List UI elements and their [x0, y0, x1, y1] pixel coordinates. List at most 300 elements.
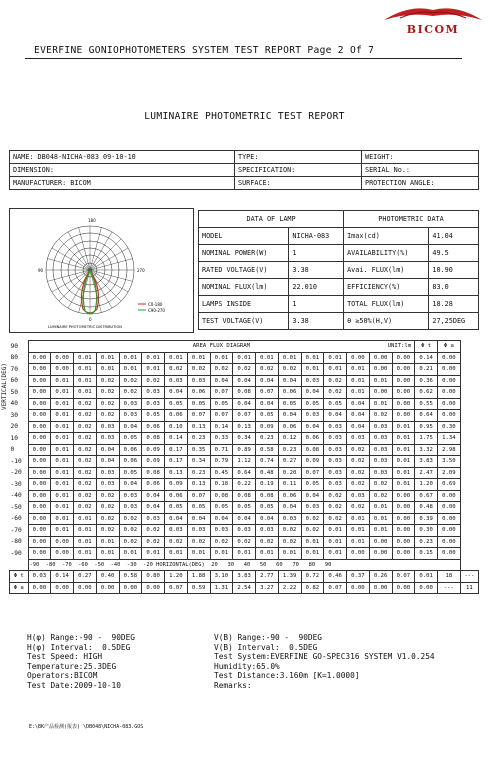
- flux-cell: 0.01: [51, 467, 74, 479]
- flux-cell: 0.03: [369, 433, 392, 445]
- flux-cell: 0.06: [142, 421, 165, 433]
- flux-cell: 0.00: [369, 548, 392, 560]
- test-params-right: V(B) Range:-90 - 90DEG V(B) Interval: 0.5DEG Test System:EVERFINE GO-SPEC316 SYSTEM V1.0.254 Humidity:65.0% Test Distance:3.160m [K=1.0000] Remarks:: [214, 633, 435, 690]
- row-label: -40: [10, 492, 22, 500]
- flux-row: [10, 364, 479, 376]
- row-label: -10: [10, 457, 22, 465]
- flux-cell: 0.01: [256, 548, 279, 560]
- flux-cell: 0.01: [369, 513, 392, 525]
- flux-cell: 0.01: [347, 364, 370, 376]
- flux-cell: 0.08: [142, 467, 165, 479]
- flux-cell: 0.02: [187, 536, 210, 548]
- flux-cell: 0.03: [142, 398, 165, 410]
- flux-cell: 0.00: [392, 387, 415, 399]
- flux-cell: 0.04: [233, 398, 256, 410]
- flux-cell: 0.27: [278, 456, 301, 468]
- flux-cell: 0.34: [187, 456, 210, 468]
- lamp-param-label: NOMINAL POWER(W): [199, 245, 289, 262]
- flux-cell: 0.01: [369, 502, 392, 514]
- flux-cell: 0.05: [165, 502, 188, 514]
- flux-cell: 0.08: [142, 433, 165, 445]
- info-serial: SERIAL No.:: [362, 164, 479, 177]
- info-name: NAME: DB048-NICHA-083 09-10-10: [10, 151, 235, 164]
- flux-cell: 0.62: [415, 387, 438, 399]
- flux-cell: 0.02: [74, 410, 97, 422]
- flux-cell: 0.01: [74, 352, 97, 364]
- lamp-param-value: NICHA-083: [289, 228, 344, 245]
- photometric-value: 49.5: [429, 245, 479, 262]
- lamp-data-row: [199, 228, 479, 245]
- flux-cell: 0.01: [233, 352, 256, 364]
- flux-sum-cell: 0.00: [369, 582, 392, 594]
- flux-cell: 0.00: [392, 548, 415, 560]
- flux-cell: 0.03: [96, 433, 119, 445]
- flux-sum-cell: 0.37: [347, 571, 370, 583]
- photometric-label: TOTAL FLUX(lm): [344, 296, 429, 313]
- lamp-param-value: 22.010: [289, 279, 344, 296]
- flux-cell: 0.02: [278, 525, 301, 537]
- flux-cell: 0.00: [347, 548, 370, 560]
- flux-sum-cell: 0.00: [28, 582, 51, 594]
- flux-sum-row: [10, 571, 479, 583]
- polar-plot-svg: [10, 209, 193, 332]
- flux-cell: 0.03: [301, 375, 324, 387]
- flux-cell: 0.39: [415, 513, 438, 525]
- flux-cell: 0.00: [51, 364, 74, 376]
- flux-sum-cell: 3.27: [256, 582, 279, 594]
- flux-cell: 0.01: [142, 352, 165, 364]
- flux-cell: 0.35: [187, 444, 210, 456]
- flux-cell: 0.01: [51, 513, 74, 525]
- flux-cell: 0.01: [278, 548, 301, 560]
- flux-cell: 0.01: [51, 433, 74, 445]
- flux-cell: 0.01: [369, 398, 392, 410]
- flux-cell: 0.64: [415, 410, 438, 422]
- flux-cell: 0.02: [96, 387, 119, 399]
- flux-cell: 0.23: [187, 433, 210, 445]
- flux-cell: 0.08: [301, 444, 324, 456]
- flux-cell: 0.06: [301, 433, 324, 445]
- flux-cell: 0.00: [438, 548, 461, 560]
- flux-cell: 0.00: [51, 548, 74, 560]
- flux-cell: 0.03: [369, 456, 392, 468]
- flux-cell: 0.00: [438, 410, 461, 422]
- flux-cell: 0.14: [210, 421, 233, 433]
- flux-sum-cell: 11: [460, 582, 478, 594]
- polar-grid-spoke: [52, 248, 90, 270]
- flux-cell: 0.01: [96, 364, 119, 376]
- flux-cell: 0.02: [347, 444, 370, 456]
- flux-cell: 0.02: [187, 364, 210, 376]
- flux-cell: 0.01: [301, 548, 324, 560]
- flux-cell: 0.06: [278, 490, 301, 502]
- flux-cell: 0.08: [256, 490, 279, 502]
- flux-cell: 3.32: [415, 444, 438, 456]
- flux-cell: 0.03: [165, 375, 188, 387]
- flux-cell: 0.08: [233, 490, 256, 502]
- flux-cell: 0.01: [347, 536, 370, 548]
- flux-sum-cell: 0.00: [74, 582, 97, 594]
- flux-cell: 0.07: [233, 410, 256, 422]
- lamp-param-label: RATED VOLTAGE(V): [199, 262, 289, 279]
- polar-diagram: [9, 208, 194, 333]
- flux-cell: 0.11: [278, 479, 301, 491]
- flux-cell: 0.05: [278, 398, 301, 410]
- page-title: LUMINAIRE PHOTOMETRIC TEST REPORT: [144, 111, 345, 122]
- lamp-param-value: 3.38: [289, 262, 344, 279]
- flux-cell: 0.03: [256, 525, 279, 537]
- flux-cell: 0.30: [438, 421, 461, 433]
- flux-cell: 0.01: [392, 444, 415, 456]
- flux-cell: 0.09: [142, 456, 165, 468]
- photometric-value: 18.28: [429, 296, 479, 313]
- test-params-left: H(φ) Range:-90 - 90DEG H(φ) Interval: 0.5DEG Test Speed: HIGH Temperature:25.3DEG Operators:BICOM Test Date:2009-10-10: [27, 633, 135, 690]
- file-path-footer: E:\BK产品检测(报表) \DB048\NICHA-083.GOS: [29, 724, 144, 730]
- flux-cell: 0.03: [96, 421, 119, 433]
- flux-cell: 0.04: [96, 456, 119, 468]
- flux-cell: 0.23: [278, 444, 301, 456]
- flux-sum-cell: 0.58: [119, 571, 142, 583]
- flux-row: [10, 421, 479, 433]
- flux-cell: 0.06: [278, 387, 301, 399]
- flux-title-cell: [28, 341, 415, 353]
- flux-cell: 0.01: [324, 352, 347, 364]
- flux-cell: 0.02: [96, 525, 119, 537]
- lamp-data-table: [198, 210, 479, 330]
- flux-cell: 0.01: [369, 375, 392, 387]
- flux-cell: 0.01: [51, 502, 74, 514]
- flux-cell: 0.02: [369, 479, 392, 491]
- flux-sum-cell: 18: [438, 571, 461, 583]
- flux-cell: 0.07: [187, 490, 210, 502]
- flux-cell: 0.02: [74, 444, 97, 456]
- flux-cell: 0.02: [142, 525, 165, 537]
- flux-sum-cell: 0.00: [415, 582, 438, 594]
- flux-cell: 0.48: [415, 502, 438, 514]
- flux-cell: 0.02: [74, 467, 97, 479]
- flux-cell: 0.01: [210, 352, 233, 364]
- flux-cell: 0.02: [96, 398, 119, 410]
- photometric-label: AVAILABILITY(%): [344, 245, 429, 262]
- flux-cell: 0.04: [301, 421, 324, 433]
- flux-cell: 0.03: [347, 490, 370, 502]
- info-dimension: DIMENSION:: [10, 164, 235, 177]
- flux-cell: 0.02: [119, 513, 142, 525]
- flux-cell: 0.03: [369, 444, 392, 456]
- flux-cell: 0.00: [392, 525, 415, 537]
- polar-grid-spoke: [90, 227, 101, 270]
- flux-cell: 0.00: [438, 375, 461, 387]
- flux-cell: 0.03: [369, 421, 392, 433]
- flux-row: [10, 536, 479, 548]
- flux-cell: 0.12: [278, 433, 301, 445]
- flux-sum-cell: 0.00: [96, 582, 119, 594]
- flux-cell: 0.02: [96, 490, 119, 502]
- flux-cell: 0.05: [119, 467, 142, 479]
- flux-cell: 0.79: [210, 456, 233, 468]
- flux-cell: 0.00: [392, 352, 415, 364]
- flux-cell: 0.89: [233, 444, 256, 456]
- flux-cell: 0.01: [301, 352, 324, 364]
- flux-cell: 0.64: [233, 467, 256, 479]
- flux-cell: 0.00: [28, 433, 51, 445]
- flux-cell: 0.04: [347, 398, 370, 410]
- flux-cell: 0.02: [74, 421, 97, 433]
- flux-sum-cell: 1.20: [165, 571, 188, 583]
- flux-cell: 0.05: [142, 410, 165, 422]
- flux-cell: 0.02: [233, 536, 256, 548]
- flux-cell: 0.05: [301, 398, 324, 410]
- flux-cell: 0.15: [415, 548, 438, 560]
- flux-cell: 0.05: [187, 398, 210, 410]
- flux-cell: 0.00: [28, 375, 51, 387]
- flux-cell: 0.00: [438, 364, 461, 376]
- lamp-param-value: 1: [289, 296, 344, 313]
- flux-cell: 0.14: [415, 352, 438, 364]
- flux-cell: 0.03: [165, 525, 188, 537]
- flux-cell: 0.04: [210, 513, 233, 525]
- flux-cell: 0.20: [278, 467, 301, 479]
- sum-row-label: Φ a: [10, 582, 29, 594]
- flux-sum-cell: 0.26: [369, 571, 392, 583]
- flux-sum-cell: 0.82: [301, 582, 324, 594]
- flux-row: [10, 398, 479, 410]
- flux-cell: 0.05: [301, 479, 324, 491]
- flux-cell: 0.02: [278, 536, 301, 548]
- flux-cell: 0.00: [392, 398, 415, 410]
- flux-cell: 0.04: [301, 490, 324, 502]
- row-label: 60: [10, 377, 18, 385]
- flux-sum-cell: 0.07: [165, 582, 188, 594]
- flux-cell: 0.00: [392, 536, 415, 548]
- flux-cell: 0.01: [74, 387, 97, 399]
- flux-cell: 0.02: [278, 364, 301, 376]
- flux-cell: 0.02: [301, 513, 324, 525]
- flux-cell: 0.04: [256, 513, 279, 525]
- flux-sum-cell: 0.07: [324, 582, 347, 594]
- flux-cell: 0.95: [415, 421, 438, 433]
- flux-cell: 0.01: [165, 548, 188, 560]
- flux-row: [10, 467, 479, 479]
- flux-cell: 0.02: [96, 502, 119, 514]
- flux-cell: 0.04: [233, 375, 256, 387]
- flux-cell: 0.05: [256, 502, 279, 514]
- flux-cell: 0.01: [278, 352, 301, 364]
- flux-cell: 0.23: [415, 536, 438, 548]
- flux-cell: 0.05: [210, 398, 233, 410]
- flux-cell: 0.02: [324, 387, 347, 399]
- row-label: 10: [10, 434, 18, 442]
- flux-cell: 0.01: [392, 421, 415, 433]
- flux-sum-cell: ---: [460, 571, 478, 583]
- flux-cell: 0.02: [96, 375, 119, 387]
- flux-cell: 0.00: [28, 467, 51, 479]
- flux-sum-cell: 0.14: [51, 571, 74, 583]
- flux-cell: 2.09: [438, 467, 461, 479]
- flux-cell: 0.01: [51, 444, 74, 456]
- sum-row-label: Φ t: [10, 571, 29, 583]
- flux-cell: 0.03: [278, 513, 301, 525]
- flux-cell: 0.01: [51, 456, 74, 468]
- flux-cell: 0.01: [142, 548, 165, 560]
- flux-cell: 0.04: [165, 513, 188, 525]
- flux-cell: 0.02: [233, 364, 256, 376]
- flux-cell: 0.00: [28, 421, 51, 433]
- flux-cell: 0.04: [301, 387, 324, 399]
- flux-cell: 0.01: [187, 548, 210, 560]
- flux-cell: 0.03: [233, 525, 256, 537]
- page-info: Page 2 Of 7: [307, 45, 375, 56]
- row-label: 40: [10, 400, 18, 408]
- polar-legend-2: C90-270: [148, 308, 165, 313]
- flux-cell: 0.07: [301, 467, 324, 479]
- flux-cell: 0.00: [438, 398, 461, 410]
- flux-sum-cell: 0.03: [28, 571, 51, 583]
- lamp-param-value: 1: [289, 245, 344, 262]
- flux-cell: 0.02: [347, 479, 370, 491]
- info-protection: PROTECTION ANGLE:: [362, 177, 479, 190]
- row-label: 70: [10, 365, 18, 373]
- flux-cell: 0.01: [347, 513, 370, 525]
- row-label: -90: [10, 549, 22, 557]
- flux-sum-cell: 0.80: [142, 571, 165, 583]
- flux-cell: 0.03: [301, 410, 324, 422]
- lamp-param-label: LAMPS INSIDE: [199, 296, 289, 313]
- polar-grid-spoke: [90, 270, 133, 281]
- flux-cell: 0.03: [119, 398, 142, 410]
- flux-cell: 0.03: [324, 456, 347, 468]
- row-label: -70: [10, 526, 22, 534]
- flux-cell: 0.01: [301, 536, 324, 548]
- flux-cell: 0.00: [28, 456, 51, 468]
- flux-cell: 3.83: [415, 456, 438, 468]
- flux-cell: 0.05: [165, 398, 188, 410]
- flux-cell: 0.06: [278, 421, 301, 433]
- flux-cell: 0.00: [28, 525, 51, 537]
- flux-sum-cell: 0.59: [187, 582, 210, 594]
- lamp-param-label: MODEL: [199, 228, 289, 245]
- flux-row: [10, 375, 479, 387]
- flux-cell: 0.02: [74, 502, 97, 514]
- row-label: 30: [10, 411, 18, 419]
- flux-cell: 0.05: [324, 398, 347, 410]
- flux-cell: 3.50: [438, 456, 461, 468]
- flux-cell: 1.20: [415, 479, 438, 491]
- flux-cell: 0.02: [369, 410, 392, 422]
- flux-cell: 0.45: [210, 467, 233, 479]
- flux-cell: 0.02: [210, 536, 233, 548]
- flux-cell: 0.02: [324, 490, 347, 502]
- flux-cell: 0.00: [392, 513, 415, 525]
- row-label: -20: [10, 469, 22, 477]
- flux-cell: 0.02: [324, 502, 347, 514]
- row-label: 50: [10, 388, 18, 396]
- flux-sum-cell: 0.07: [392, 571, 415, 583]
- photometric-data-header: PHOTOMETRIC DATA: [344, 211, 479, 228]
- flux-cell: 0.01: [324, 525, 347, 537]
- flux-cell: 0.04: [347, 410, 370, 422]
- flux-cell: 0.00: [438, 352, 461, 364]
- flux-cell: 0.01: [392, 433, 415, 445]
- flux-cell: 0.06: [187, 387, 210, 399]
- flux-cell: 0.00: [51, 352, 74, 364]
- flux-cell: 0.02: [347, 467, 370, 479]
- flux-row: [10, 410, 479, 422]
- polar-grid-spoke: [59, 270, 90, 301]
- brand-name: BICOM: [406, 23, 460, 36]
- flux-cell: 0.01: [142, 364, 165, 376]
- info-weight: WEIGHT:: [362, 151, 479, 164]
- flux-cell: 0.02: [142, 375, 165, 387]
- flux-cell: 0.03: [301, 502, 324, 514]
- photometric-value: 83.0: [429, 279, 479, 296]
- photometric-label: EFFICIENCY(%): [344, 279, 429, 296]
- row-label: -50: [10, 503, 22, 511]
- flux-cell: 0.01: [347, 387, 370, 399]
- flux-cell: 0.01: [187, 352, 210, 364]
- flux-cell: 0.02: [96, 513, 119, 525]
- flux-sum-cell: 0.27: [74, 571, 97, 583]
- lamp-data-row: [199, 262, 479, 279]
- flux-cell: 0.04: [278, 410, 301, 422]
- flux-cell: 0.30: [415, 525, 438, 537]
- flux-cell: 0.04: [278, 502, 301, 514]
- flux-cell: 0.03: [119, 410, 142, 422]
- flux-sum-row: [10, 582, 479, 594]
- flux-cell: 0.17: [165, 444, 188, 456]
- flux-cell: 0.01: [74, 364, 97, 376]
- flux-row: [10, 352, 479, 364]
- row-label: [10, 559, 29, 571]
- area-flux-table: [9, 340, 479, 594]
- flux-cell: 0.13: [187, 421, 210, 433]
- flux-cell: 0.00: [438, 513, 461, 525]
- flux-cell: 0.17: [165, 456, 188, 468]
- row-label: -30: [10, 480, 22, 488]
- flux-cell: 0.00: [392, 364, 415, 376]
- flux-cell: 0.03: [324, 421, 347, 433]
- flux-cell: 0.03: [347, 433, 370, 445]
- flux-cell: 0.04: [187, 513, 210, 525]
- flux-sum-cell: 1.39: [278, 571, 301, 583]
- flux-cell: 0.01: [74, 548, 97, 560]
- report-title: EVERFINE GONIOPHOTOMETERS SYSTEM TEST REPORT: [34, 45, 302, 56]
- flux-cell: 0.09: [301, 456, 324, 468]
- flux-cell: 0.02: [324, 375, 347, 387]
- flux-cell: 0.01: [301, 364, 324, 376]
- flux-cell: 0.01: [51, 375, 74, 387]
- info-surface: SURFACE:: [235, 177, 362, 190]
- flux-cell: 0.00: [392, 502, 415, 514]
- flux-cell: 0.00: [369, 364, 392, 376]
- polar-label-90: 90: [38, 268, 44, 273]
- flux-cell: 0.00: [369, 536, 392, 548]
- flux-cell: 0.01: [51, 490, 74, 502]
- flux-sum-cell: 2.77: [256, 571, 279, 583]
- flux-cell: 0.04: [278, 375, 301, 387]
- flux-cell: 0.13: [165, 467, 188, 479]
- flux-cell: 0.00: [392, 375, 415, 387]
- flux-cell: 0.05: [210, 502, 233, 514]
- flux-cell: 0.02: [210, 364, 233, 376]
- flux-row: [10, 525, 479, 537]
- polar-grid-spoke: [59, 239, 90, 270]
- flux-sum-cell: 2.54: [233, 582, 256, 594]
- info-manufacturer: MANUFACTURER: BICOM: [10, 177, 235, 190]
- flux-cell: 0.01: [74, 536, 97, 548]
- flux-sum-cell: 1.88: [187, 571, 210, 583]
- flux-cell: 0.03: [96, 479, 119, 491]
